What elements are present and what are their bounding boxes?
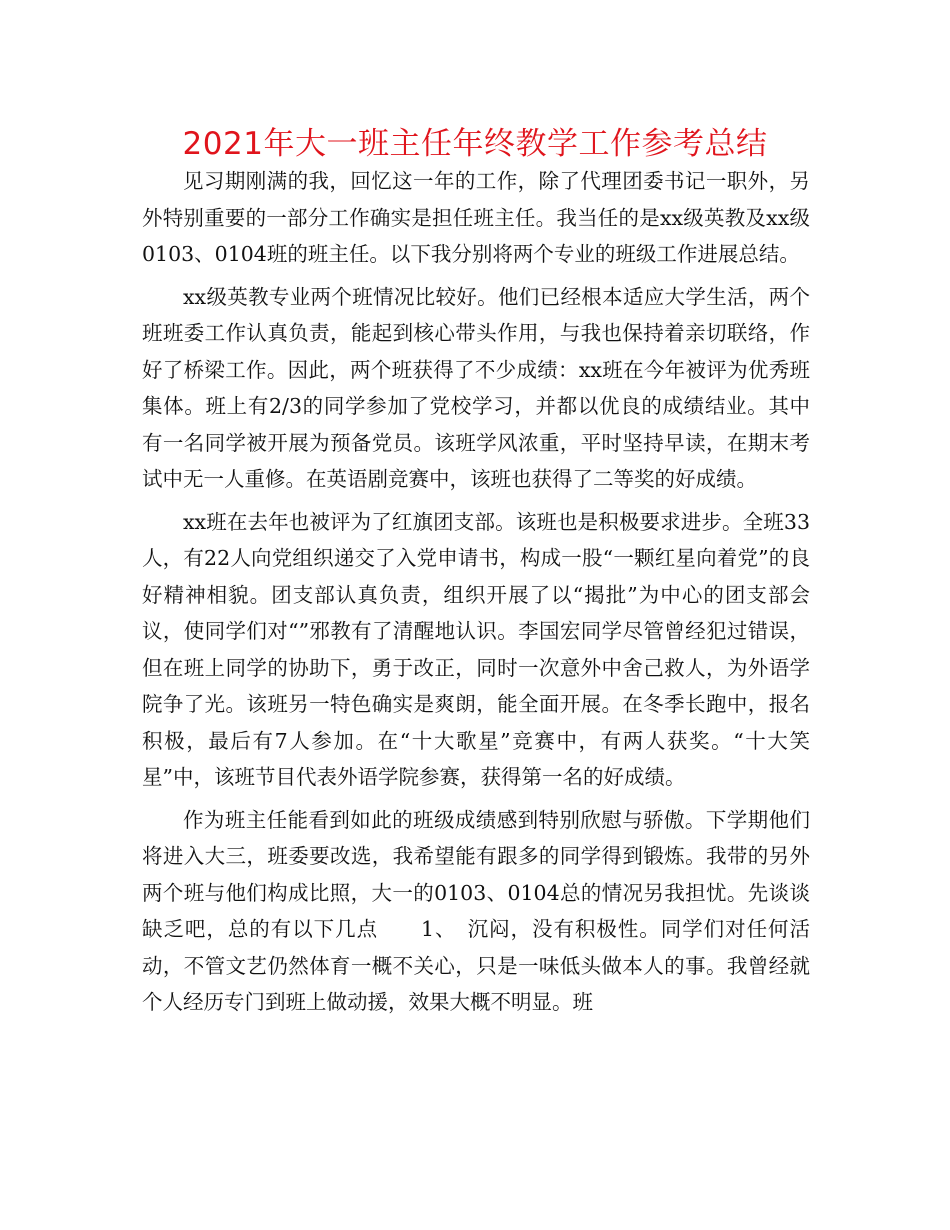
document-title: 2021年大一班主任年终教学工作参考总结 — [182, 126, 768, 162]
paragraph-3: xx班在去年也被评为了红旗团支部。该班也是积极要求进步。全班33人，有22人向党组织递交了入党申请书，构成一股“一颗红星向着党”的良好精神相貌。团支部认真负责，组织开展了以“揭批”为中心的团支部会议，使同学们对“”邪教有了清醒地认识。李国宏同学尽管曾经犯过错误，但在班上同学的协助下，勇于改正，同时一次意外中舍己救人，为外语学院争了光。该班另一特色确实是爽朗，能全面开展。在冬季长跑中，报名积极，最后有7人参加。在“十大歌星”竞赛中，有两人获奖。“十大笑星”中，该班节目代表外语学院参赛，获得第一名的好成绩。 — [142, 509, 810, 789]
paragraph-1: 见习期刚满的我，回忆这一年的工作，除了代理团委书记一职外，另外特别重要的一部分工作确实是担任班主任。我当任的是xx级英教及xx级0103、0104班的班主任。以下我分别将两个专业的班级工作进展总结。 — [142, 169, 810, 266]
paragraph-4: 作为班主任能看到如此的班级成绩感到特别欣慰与骄傲。下学期他们将进入大三，班委要改选，我希望能有跟多的同学得到锻炼。我带的另外两个班与他们构成比照，大一的0103、0104总的情况另我担忧。先谈谈缺乏吧，总的有以下几点 1、 沉闷，没有积极性。同学们对任何活动，不管文艺仍然体育一概不关心，只是一味低头做本人的事。我曾经就个人经历专门到班上做动援，效果大概不明显。班 — [142, 807, 810, 1014]
document-body — [142, 163, 810, 1027]
paragraph-2: xx级英教专业两个班情况比较好。他们已经根本适应大学生活，两个班班委工作认真负责，能起到核心带头作用，与我也保持着亲切联络，作好了桥梁工作。因此，两个班获得了不少成绩：xx班在今年被评为优秀班集体。班上有2/3的同学参加了党校学习，并都以优良的成绩结业。其中有一名同学被开展为预备党员。该班学风浓重，平时坚持早读，在期末考试中无一人重修。在英语剧竞赛中，该班也获得了二等奖的好成绩。 — [142, 284, 810, 491]
